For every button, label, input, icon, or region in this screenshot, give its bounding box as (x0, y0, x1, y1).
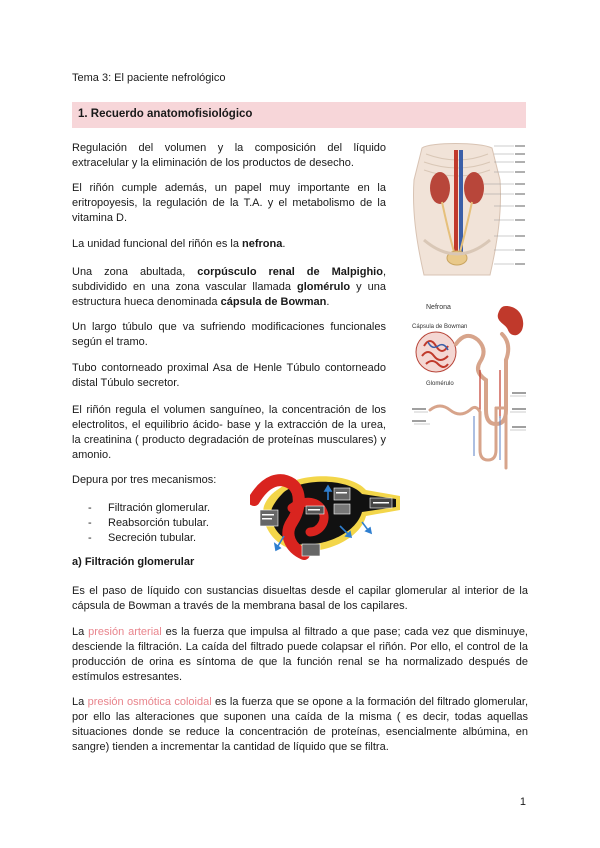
paragraph-tubule: Un largo túbulo que va sufriendo modificaciones funcionales según el tramo. (72, 321, 386, 348)
subsection-title: a) Filtración glomerular (72, 556, 195, 568)
bowman-capsule-label: Cápsula de Bowman (412, 324, 468, 330)
glomerulus-label: Glomérulo (426, 381, 454, 387)
paragraph-functional-unit: La unidad funcional del riñón es la nefrona. (72, 238, 286, 250)
paragraph-osmotic-pressure: La presión osmótica coloidal es la fuerza que se opone a la formación del filtrado glomerular, por ello las alteraciones que suponen una caída de la misma ( es decir, todas aquellas situaciones donde se reduce la concentración de proteínas, esencialmente albúmina, en sangre) tienden a incrementar la cantidad de líquido que se filtra. (72, 696, 528, 753)
glomerular-filtration-diagram (250, 470, 410, 566)
document-header: Tema 3: El paciente nefrológico (72, 72, 226, 84)
paragraph-arterial-pressure: La presión arterial es la fuerza que impulsa al filtrado a que pase; cada vez que disminuye, desciende la filtración. La caída del filtrado puede colapsar el riñón. Por ello, el control de la producción de orina es síntoma de que la función renal se ha normalizado después de estímulos estresantes. (72, 626, 528, 683)
term-osmotic-pressure: presión osmótica coloidal (87, 696, 212, 708)
page-number: 1 (519, 796, 526, 808)
paragraph-mechanisms-intro: Depura por tres mecanismos: (72, 474, 217, 486)
list-item: - Secreción tubular. (88, 532, 197, 544)
paragraph-regulation: Regulación del volumen y la composición del líquido extracelular y la eliminación de los productos de desecho. (72, 142, 386, 169)
nephron-illustration (410, 300, 530, 475)
list-item: - Filtración glomerular. (88, 502, 211, 514)
paragraph-malpighi: Una zona abultada, corpúsculo renal de Malpighio, subdividido en una zona vascular llamada glomérulo y una estructura hueca denominada cápsula de Bowman. (72, 266, 386, 308)
section-heading-bar (72, 102, 526, 128)
list-item: - Reabsorción tubular. (88, 517, 209, 529)
section-title: 1. Recuerdo anatomofisiológico (78, 108, 253, 120)
mechanisms-list (88, 501, 210, 546)
paragraph-tubule-segments: Tubo contorneado proximal Asa de Henle Túbulo contorneado distal Túbulo secretor. (72, 362, 386, 389)
nephron-label: Nefrona (426, 304, 451, 311)
paragraph-regulates: El riñón regula el volumen sanguíneo, la concentración de los electrolitos, el equilibrio ácido- base y la extracción de la urea, la creatinina ( producto degradación de proteínas musculares) y amonio. (72, 404, 386, 461)
paragraph-kidney-functions: El riñón cumple además, un papel muy importante en la eritropoyesis, la regulación de la T.A. y el metabolismo de la vitamina D. (72, 182, 386, 224)
urinary-system-illustration (410, 140, 528, 280)
term-arterial-pressure: presión arterial (88, 626, 162, 638)
paragraph-filtration-definition: Es el paso de líquido con sustancias disueltas desde el capilar glomerular al interior de la cápsula de Bowman a través de la membrana basal de los capilares. (72, 585, 528, 612)
